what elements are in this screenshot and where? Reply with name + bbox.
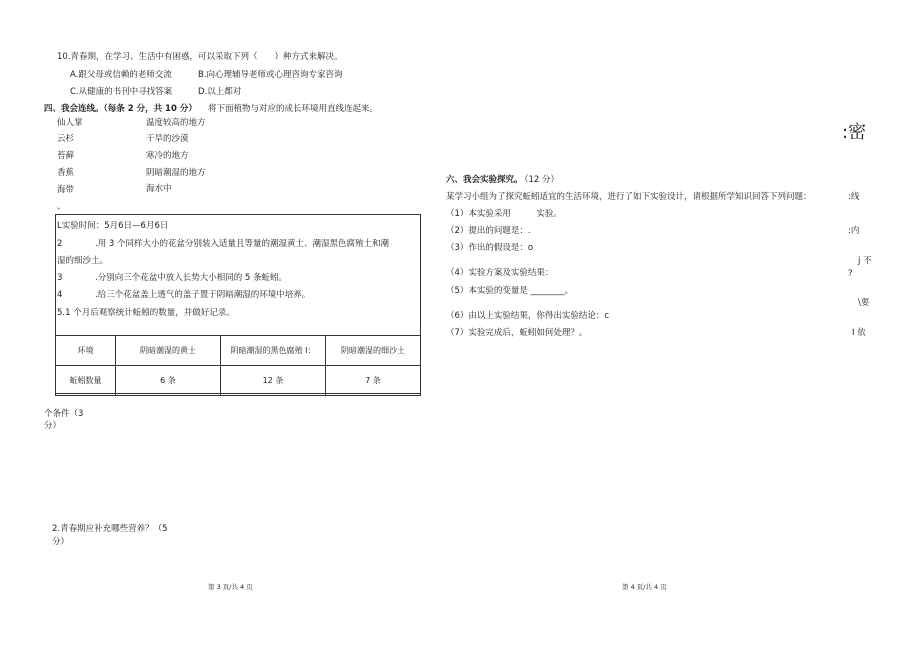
section6-item-2: （2）提出的问题是：. <box>446 226 531 236</box>
left-page-footer: 第 3 页/共 4 页 <box>208 583 253 591</box>
experiment-line-2b: 湿的细沙土。 <box>57 256 109 266</box>
table-header-row <box>56 336 421 366</box>
table-cell: 蚯蚓数量 <box>56 366 116 396</box>
section6-item-4: （4）实验方案及实验结果： <box>446 268 554 278</box>
experiment-line-4: .给三个花盆盖上透气的盖子置于阴暗潮湿的环境中培养。 <box>95 290 311 300</box>
environment-2: 干旱的沙漠 <box>146 134 189 144</box>
experiment-line-2-number: 2 <box>57 239 63 249</box>
margin-mark: j 不 <box>858 256 872 266</box>
plant-4: 香蕉 <box>57 168 75 178</box>
margin-mark: :线 <box>848 192 860 202</box>
environment-1: 温度较高的地方 <box>146 118 206 128</box>
experiment-line-3: .分别向三个花盆中放入长势大小相同的 5 条蚯蚓。 <box>95 273 288 283</box>
results-table <box>55 335 421 396</box>
table-cell: 12 条 <box>221 366 326 396</box>
margin-mark: \要 <box>858 298 870 308</box>
section4-title: 四、我会连线。（每条 2 分，共 10 分） <box>44 104 197 114</box>
experiment-line-4-number: 4 <box>57 290 63 300</box>
table-cell: 7 条 <box>326 366 421 396</box>
table-header-cell: 阴暗潮湿的细沙土 <box>326 336 421 366</box>
seal-mark: :密 <box>842 122 867 143</box>
environment-4: 阴暗潮湿的地方 <box>146 168 206 178</box>
margin-mark: :内 <box>848 226 860 236</box>
environment-5: 海水中 <box>146 184 172 194</box>
fragment-line-2: 分） <box>44 421 62 431</box>
environment-3: 寒冷的地方 <box>146 151 189 161</box>
plant-3: 苔藓 <box>57 151 75 161</box>
q10-option-a: A.跟父母或信赖的老师交流 <box>70 70 172 80</box>
table-cell: 6 条 <box>116 366 221 396</box>
section6-item-1: （1）本实验采用 实验。 <box>446 209 562 219</box>
margin-mark: ? <box>848 269 853 279</box>
experiment-line-1: L实验时间：5月6日—6月6日 <box>57 221 169 231</box>
fragment-line-1: 个条件（3 <box>44 409 84 419</box>
table-header-cell: 环境 <box>56 336 116 366</box>
table-row <box>56 366 421 396</box>
section6-item-7: （7）实验完成后，蚯蚓如何处理？。 <box>446 328 588 338</box>
q10-option-b: B.向心理辅导老师或心理咨询专家咨询 <box>198 70 343 80</box>
table-header-cell: 阴暗潮湿的黑色腐殖 I： <box>221 336 326 366</box>
section6-item-5: （5）本实验的变量是 ________。 <box>446 286 574 296</box>
right-page-footer: 第 4 页/共 4 页 <box>622 583 667 591</box>
section6-intro: 某学习小组为了探究蚯蚓适宜的生活环境，进行了如下实验设计，请根据所学知识回答下列问题： <box>446 192 812 202</box>
margin-mark: I 依 <box>852 328 866 338</box>
experiment-line-3-number: 3 <box>57 273 63 283</box>
plant-1: 仙人掌 <box>57 118 83 128</box>
plant-2: 云杉 <box>57 134 75 144</box>
plant-5: 海带 <box>57 185 75 195</box>
table-header-cell: 阴暗潮湿的黄土 <box>116 336 221 366</box>
q10-question: 10.青春期，在学习、生活中有困惑，可以采取下列（ ）种方式来解决。 <box>57 52 343 62</box>
section6-title: 六、我会实验探究。 <box>446 175 523 185</box>
stray-mark: 、 <box>57 202 66 212</box>
experiment-line-2: .用 3 个同样大小的花盆分别装入适量且等量的潮湿黄土、潮湿黑色腐殖土和潮 <box>95 239 390 249</box>
experiment-line-5: 5.1 个月后观察统计蚯蚓的数量，并做好记录。 <box>57 308 235 318</box>
section4-instruction: 将下面植物与对应的成长环境用直线连起来。 <box>208 104 379 114</box>
q10-option-d: D.以上都对 <box>198 87 242 97</box>
section6-score: （12 分） <box>520 175 560 185</box>
question-2: 2.青春期应补充哪些营养？（5 <box>52 524 168 534</box>
section6-item-3: （3）作出的假设是：o <box>446 243 534 253</box>
q10-option-c: C.从健康的书刊中寻找答案 <box>70 87 173 97</box>
section6-item-6: （6）由以上实验结果，你得出实验结论：c <box>446 311 610 321</box>
question-2-score: 分） <box>52 537 70 547</box>
